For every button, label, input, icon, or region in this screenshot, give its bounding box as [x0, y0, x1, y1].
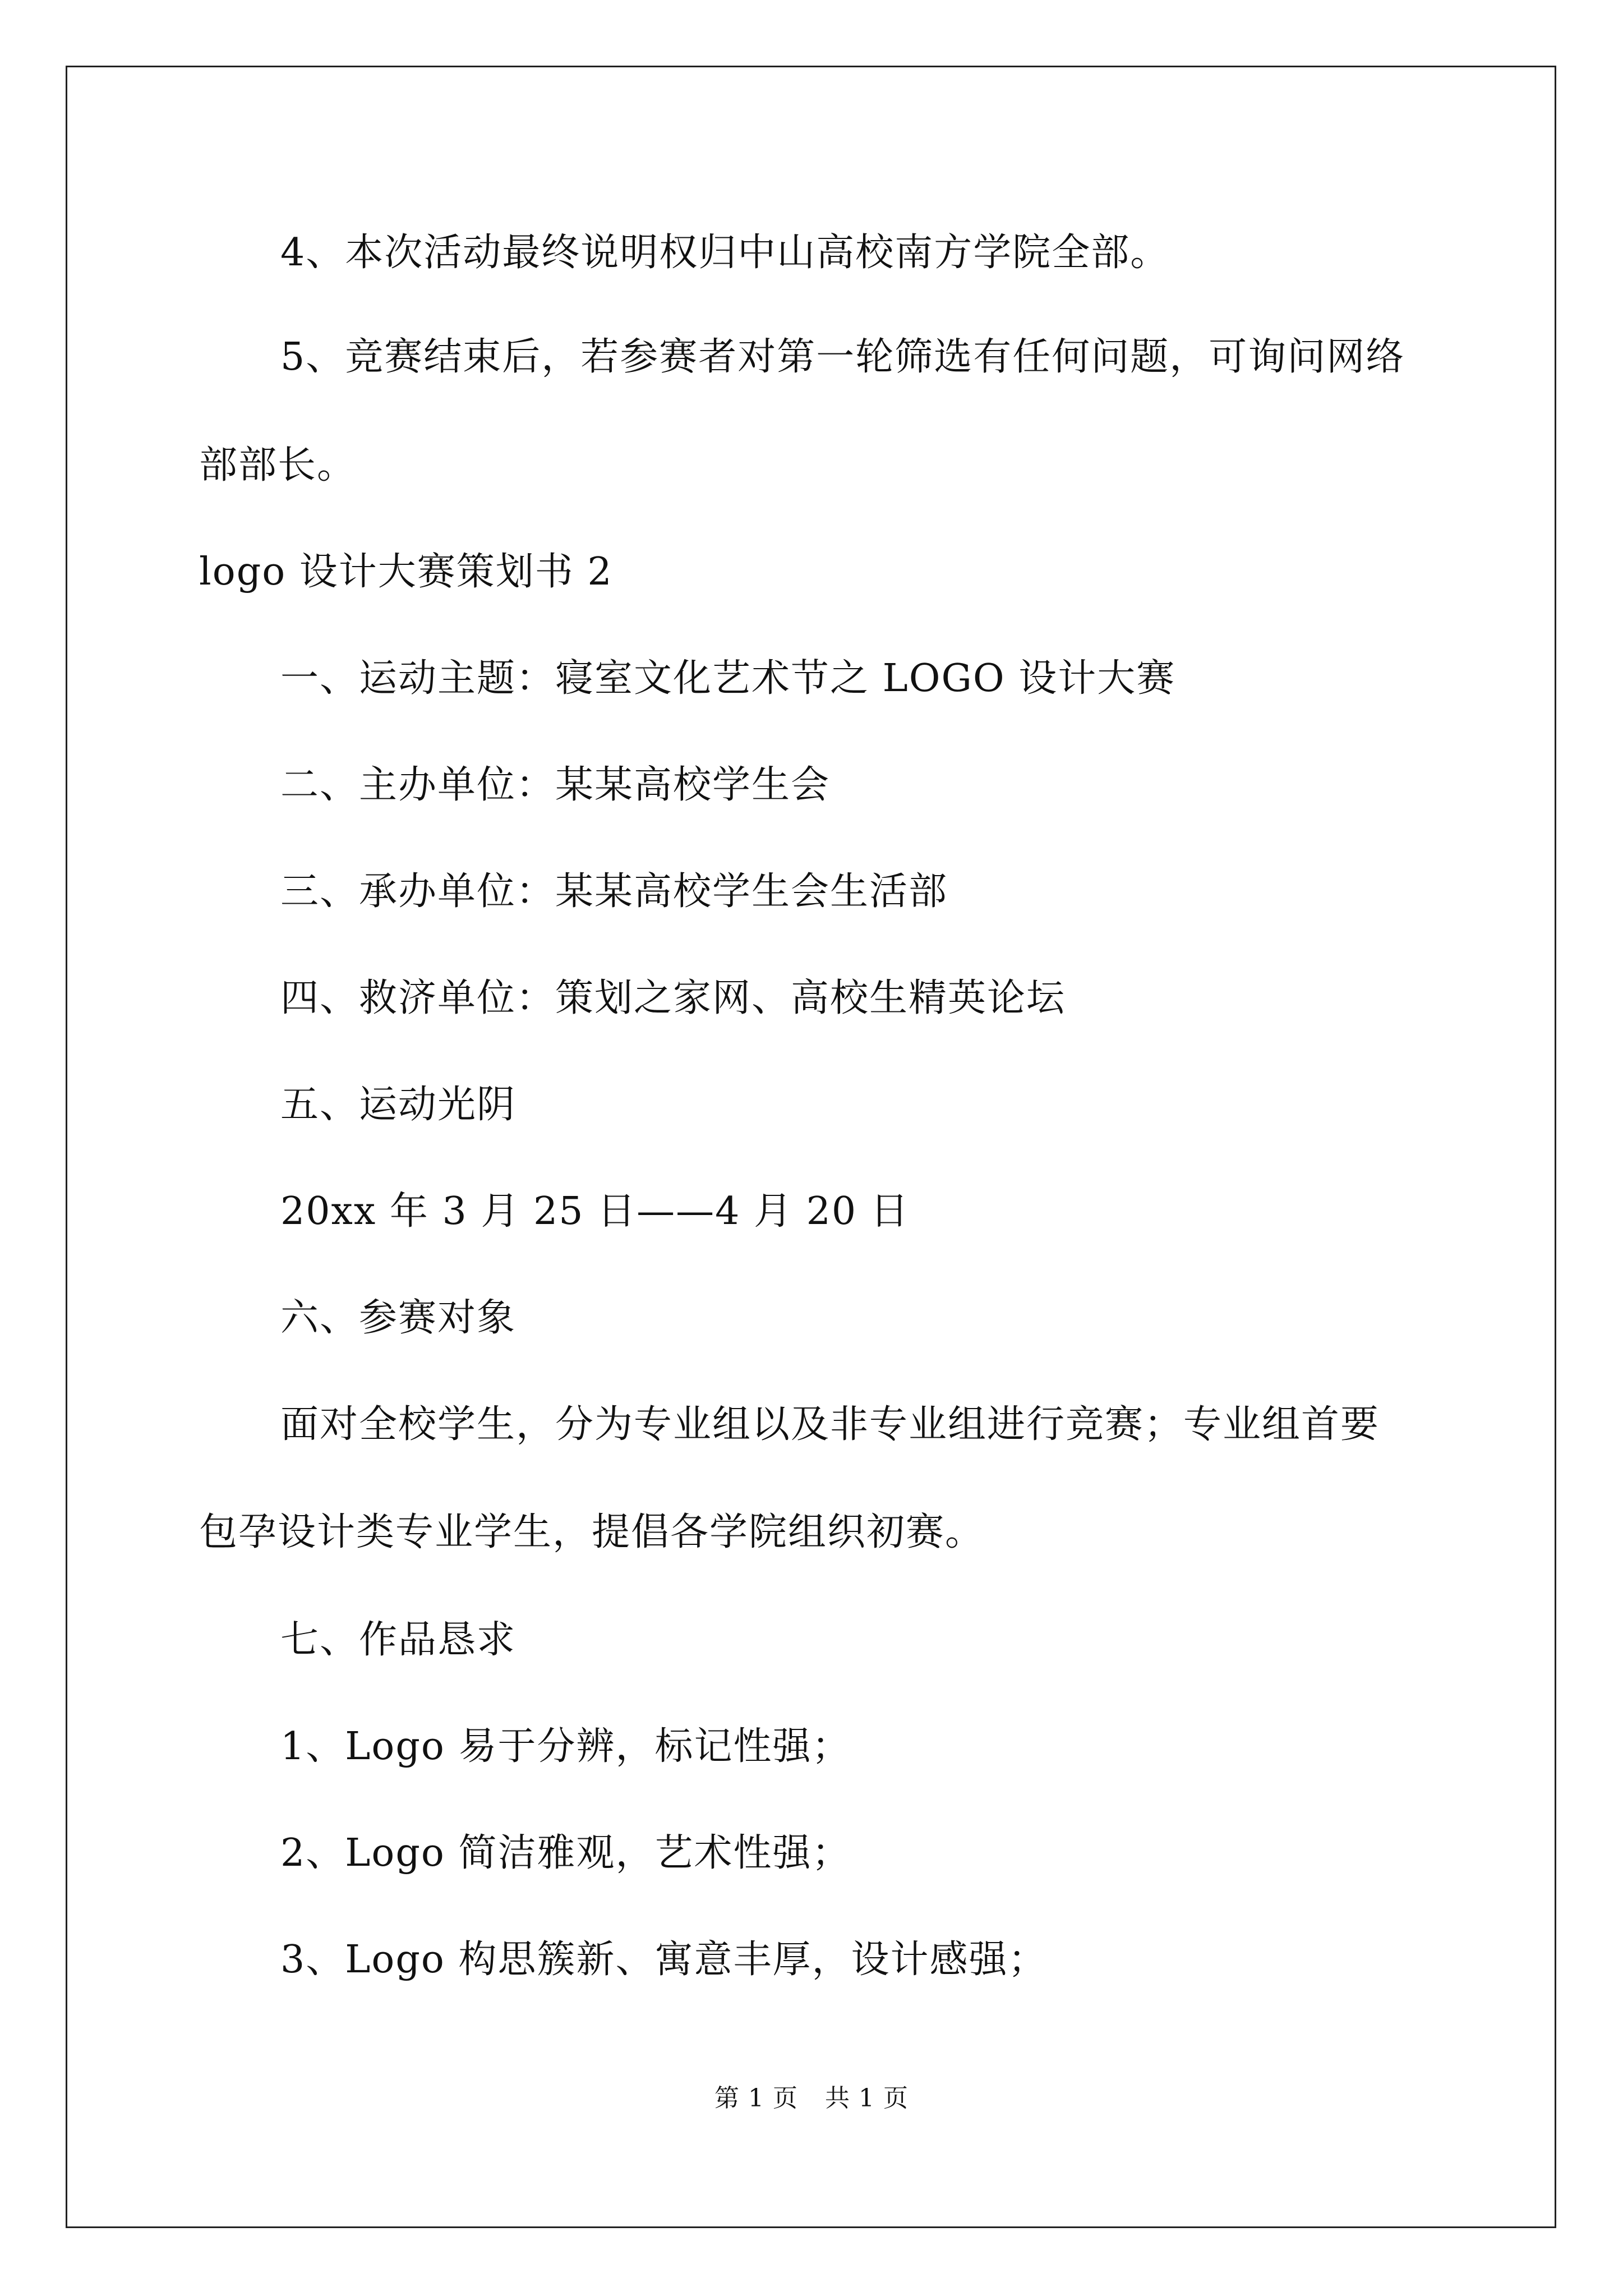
paragraph-line: 4、本次活动最终说明权归中山高校南方学院全部。 — [280, 231, 1170, 275]
section-heading: logo 设计大赛策划书 2 — [199, 550, 613, 594]
paragraph-line: 二、主办单位：某某高校学生会 — [280, 763, 831, 807]
page-border — [66, 66, 1556, 2228]
paragraph-line: 五、运动光阴 — [280, 1083, 517, 1127]
paragraph-line: 七、作品恳求 — [280, 1618, 517, 1662]
paragraph-line: 20xx 年 3 月 25 日——4 月 20 日 — [280, 1189, 910, 1234]
paragraph-line: 3、Logo 构思簇新、寓意丰厚，设计感强； — [280, 1938, 1048, 1982]
page-footer — [0, 2083, 1623, 2114]
paragraph-line: 2、Logo 简洁雅观，艺术性强； — [280, 1831, 851, 1875]
paragraph-line: 一、运动主题：寝室文化艺术节之 LOGO 设计大赛 — [280, 656, 1176, 701]
paragraph-line: 面对全校学生，分为专业组以及非专业组进行竞赛；专业组首要 — [280, 1402, 1380, 1447]
page-number-total: 共 1 页 — [825, 2084, 909, 2113]
page-number-current: 第 1 页 — [714, 2084, 798, 2113]
paragraph-line: 5、竞赛结束后，若参赛者对第一轮筛选有任何问题，可询问网络 — [280, 335, 1405, 379]
paragraph-line: 部部长。 — [199, 443, 357, 487]
paragraph-line: 六、参赛对象 — [280, 1296, 517, 1340]
paragraph-line: 1、Logo 易于分辨，标记性强； — [280, 1724, 851, 1769]
paragraph-line: 包孕设计类专业学生，提倡各学院组织初赛。 — [199, 1510, 985, 1554]
paragraph-line: 三、承办单位：某某高校学生会生活部 — [280, 869, 948, 914]
paragraph-line: 四、救济单位：策划之家网、高校生精英论坛 — [280, 976, 1066, 1020]
